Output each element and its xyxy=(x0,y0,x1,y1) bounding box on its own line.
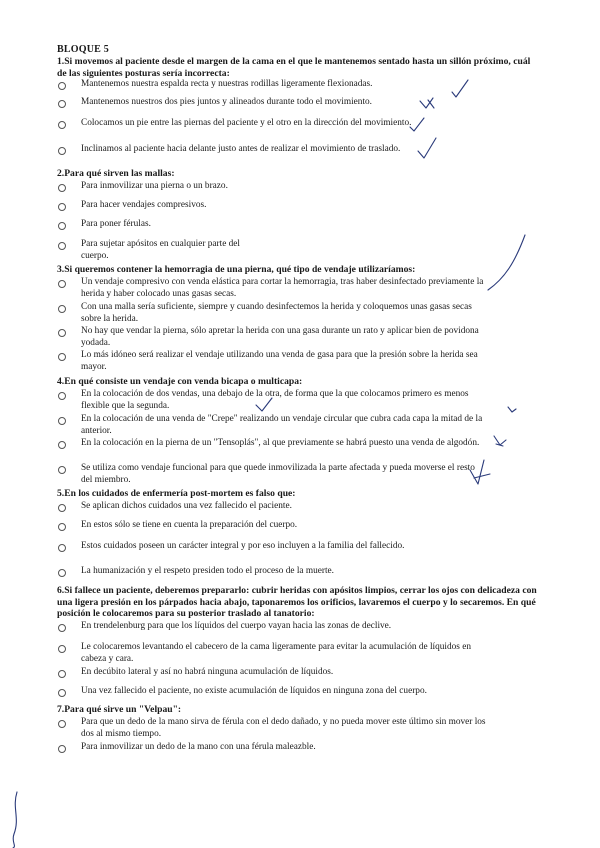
tick-mark-icon xyxy=(508,407,516,412)
long-stroke-icon xyxy=(488,235,525,290)
radio-button[interactable] xyxy=(58,417,66,425)
option-5c[interactable]: Estos cuidados poseen un carácter integral y por eso incluyen a la familia del fallecido. xyxy=(58,541,428,553)
option-4b[interactable]: En la colocación de una venda de "Crepe" realizando un vendaje circular que cubra cada capa la mitad de la anterior. xyxy=(58,414,488,437)
option-7a[interactable]: Para que un dedo de la mano sirva de férula con el dedo dañado, y no pueda mover este último sin mover los dos al mismo tiempo. xyxy=(58,717,488,740)
radio-button[interactable] xyxy=(58,100,66,108)
block-title: BLOQUE 5 xyxy=(57,44,109,55)
option-2c[interactable]: Para poner férulas. xyxy=(58,219,458,231)
radio-button[interactable] xyxy=(58,222,66,230)
option-5b[interactable]: En estos sólo se tiene en cuenta la preparación del cuerpo. xyxy=(58,520,478,532)
radio-button[interactable] xyxy=(58,441,66,449)
radio-button[interactable] xyxy=(58,624,66,632)
question-7: 7.Para qué sirve un "Velpau": xyxy=(57,704,182,715)
radio-button[interactable] xyxy=(58,504,66,512)
radio-button[interactable] xyxy=(58,523,66,531)
option-3a[interactable]: Un vendaje compresivo con venda elástica para cortar la hemorragia, tras haber desinfectado previamente la herida y haber colocado unas gasas secas. xyxy=(58,277,488,300)
radio-button[interactable] xyxy=(58,242,66,250)
option-4d[interactable]: Se utiliza como vendaje funcional para que quede inmovilizada la parte afectada y pueda moverse el resto del miembro. xyxy=(58,463,488,486)
radio-button[interactable] xyxy=(58,329,66,337)
option-1d[interactable]: Inclinamos al paciente hacia delante justo antes de realizar el movimiento de traslado. xyxy=(58,144,420,156)
radio-button[interactable] xyxy=(58,569,66,577)
radio-button[interactable] xyxy=(58,203,66,211)
radio-button[interactable] xyxy=(58,147,66,155)
option-7b[interactable]: Para inmovilizar un dedo de la mano con una férula maleazble. xyxy=(58,742,488,754)
option-3d[interactable]: Lo más idóneo será realizar el vendaje utilizando una venda de gasa para que la presión sobre la herida sea mayor. xyxy=(58,350,488,373)
radio-button[interactable] xyxy=(58,353,66,361)
option-2a[interactable]: Para inmovilizar una pierna o un brazo. xyxy=(58,181,458,193)
option-4a[interactable]: En la colocación de dos vendas, una debajo de la otra, de forma que la que colocamos primero es menos flexible que la segunda. xyxy=(58,389,488,412)
option-6c[interactable]: En decúbito lateral y así no habrá ninguna acumulación de líquidos. xyxy=(58,667,488,679)
radio-button[interactable] xyxy=(58,280,66,288)
question-6: 6.Si fallece un paciente, deberemos prepararlo: cubrir heridas con apósitos limpios, cerrar los ojos con delicadeza con una ligera presión en los párpados hacia abajo, taponaremos los orificios, lavaremos el cuerpo y lo secaremos. En qué posición le colocaremos para su posterior traslado al tanatorio: xyxy=(57,585,537,619)
margin-scribble-icon xyxy=(13,792,17,848)
option-6a[interactable]: En trendelenburg para que los líquidos del cuerpo vayan hacia las zonas de declive. xyxy=(58,621,488,633)
option-2d[interactable]: Para sujetar apósitos en cualquier parte del cuerpo. xyxy=(58,239,263,262)
option-1b[interactable]: Mantenemos nuestros dos pies juntos y alineados durante todo el movimiento. xyxy=(58,97,458,109)
option-2b[interactable]: Para hacer vendajes compresivos. xyxy=(58,200,458,212)
option-3c[interactable]: No hay que vendar la pierna, sólo apretar la herida con una gasa durante un rato y aplicar bien de povidona yodada. xyxy=(58,326,488,349)
option-1c[interactable]: Colocamos un pie entre las piernas del paciente y el otro en la dirección del movimiento. xyxy=(58,118,420,130)
radio-button[interactable] xyxy=(58,689,66,697)
radio-button[interactable] xyxy=(58,645,66,653)
radio-button[interactable] xyxy=(58,184,66,192)
checkmark-icon xyxy=(418,138,436,158)
option-1a[interactable]: Mantenemos nuestra espalda recta y nuestras rodillas ligeramente flexionadas. xyxy=(58,79,458,91)
radio-button[interactable] xyxy=(58,745,66,753)
question-2: 2.Para qué sirven las mallas: xyxy=(57,168,175,179)
check-scribble-icon xyxy=(494,436,506,446)
radio-button[interactable] xyxy=(58,720,66,728)
option-3b[interactable]: Con una malla sería suficiente, siempre y cuando desinfectemos la herida y coloquemos unas gasas secas sobre la herida. xyxy=(58,302,488,325)
radio-button[interactable] xyxy=(58,466,66,474)
question-4: 4.En qué consiste un vendaje con venda bicapa o multicapa: xyxy=(57,376,303,387)
radio-button[interactable] xyxy=(58,392,66,400)
radio-button[interactable] xyxy=(58,121,66,129)
radio-button[interactable] xyxy=(58,670,66,678)
radio-button[interactable] xyxy=(58,544,66,552)
radio-button[interactable] xyxy=(58,305,66,313)
question-5: 5.En los cuidados de enfermería post-mortem es falso que: xyxy=(57,488,296,499)
option-5a[interactable]: Se aplican dichos cuidados una vez fallecido el paciente. xyxy=(58,501,478,513)
question-1: 1.Si movemos al paciente desde el margen de la cama en el que le mantenemos sentado hasta un sillón próximo, cuál de las siguientes posturas sería incorrecta: xyxy=(57,56,531,79)
option-6b[interactable]: Le colocaremos levantando el cabecero de la cama ligeramente para evitar la acumulación de líquidos en cabeza y cara. xyxy=(58,642,488,665)
radio-button[interactable] xyxy=(58,82,66,90)
option-5d[interactable]: La humanización y el respeto presiden todo el proceso de la muerte. xyxy=(58,566,478,578)
option-6d[interactable]: Una vez fallecido el paciente, no existe acumulación de líquidos en ninguna zona del cuerpo. xyxy=(58,686,498,698)
option-4c[interactable]: En la colocación en la pierna de un "Tensoplás", al que previamente se habrá puesto una venda de algodón. xyxy=(58,438,488,450)
question-3: 3.Si queremos contener la hemorragia de una pierna, qué tipo de vendaje utilizaríamos: xyxy=(57,264,416,275)
